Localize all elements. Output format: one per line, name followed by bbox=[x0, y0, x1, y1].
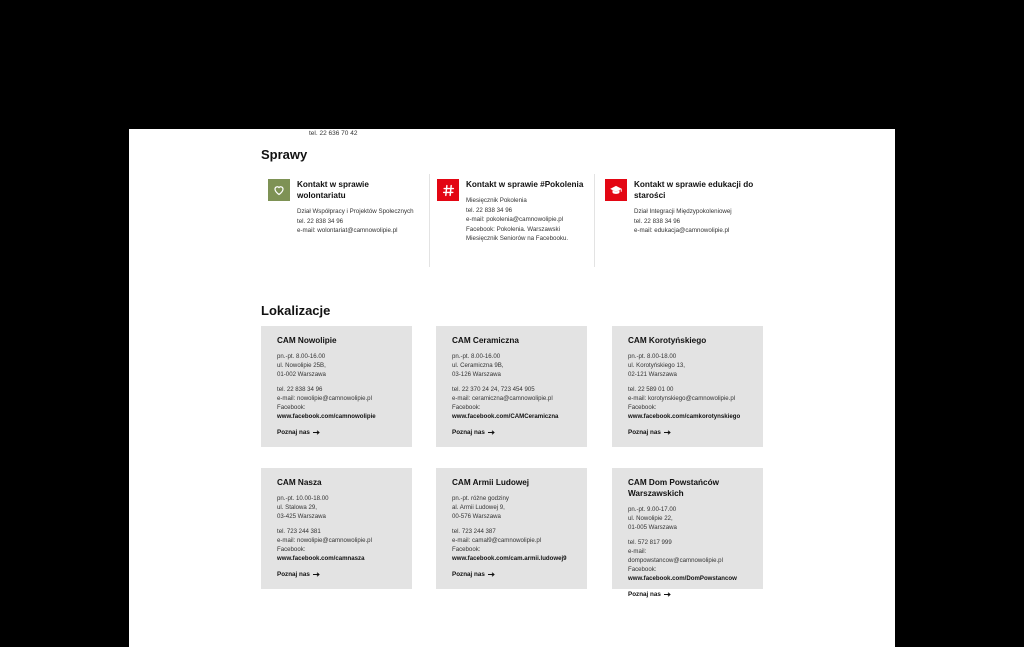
section-title-sprawy: Sprawy bbox=[261, 147, 308, 162]
divider bbox=[594, 174, 595, 267]
location-city: 01-002 Warszawa bbox=[277, 371, 326, 378]
location-name: CAM Korotyńskiego bbox=[628, 336, 707, 345]
more-link[interactable]: Poznaj nas bbox=[628, 591, 763, 598]
location-facebook-link[interactable]: www.facebook.com/DomPowstancow bbox=[628, 575, 737, 582]
location-facebook-link[interactable]: www.facebook.com/cam.armii.ludowej9 bbox=[452, 555, 567, 562]
top-phone: tel. 22 636 70 42 bbox=[309, 130, 358, 137]
location-facebook-label: Facebook: bbox=[452, 546, 481, 553]
location-city: 03-425 Warszawa bbox=[277, 513, 326, 520]
location-facebook-label: Facebook: bbox=[452, 404, 481, 411]
location-street: ul. Stalowa 29, bbox=[277, 504, 317, 511]
section-title-lokalizacje: Lokalizacje bbox=[261, 303, 331, 318]
location-email: e-mail: nowolipie@camnowolipie.pl bbox=[277, 537, 372, 544]
location-card-korotynskiego bbox=[612, 326, 763, 447]
location-email: e-mail: camal9@camnowolipie.pl bbox=[452, 537, 542, 544]
page-content bbox=[129, 129, 895, 647]
location-facebook-link[interactable]: www.facebook.com/camnasza bbox=[277, 555, 365, 562]
arrow-right-icon bbox=[488, 572, 495, 577]
location-email: e-mail: nowolipie@camnowolipie.pl bbox=[277, 395, 372, 402]
location-hours: pn.-pt. różne godziny bbox=[452, 495, 509, 502]
location-email-label: e-mail: bbox=[628, 548, 647, 555]
location-city: 00-576 Warszawa bbox=[452, 513, 501, 520]
location-card-nowolipie bbox=[261, 326, 412, 447]
more-link[interactable]: Poznaj nas bbox=[452, 571, 587, 578]
hashtag-icon bbox=[437, 179, 459, 201]
location-facebook-label: Facebook: bbox=[277, 404, 306, 411]
heart-icon bbox=[268, 179, 290, 201]
location-card-ceramiczna bbox=[436, 326, 587, 447]
more-link[interactable]: Poznaj nas bbox=[277, 429, 412, 436]
location-card-armii-ludowej bbox=[436, 468, 587, 589]
location-street: ul. Korotyńskiego 13, bbox=[628, 362, 685, 369]
location-name: CAM Ceramiczna bbox=[452, 336, 519, 345]
location-facebook-link[interactable]: www.facebook.com/camkorotynskiego bbox=[628, 413, 741, 420]
location-hours: pn.-pt. 10.00-18.00 bbox=[277, 495, 329, 502]
location-street: ul. Nowolipie 22, bbox=[628, 515, 673, 522]
location-email: e-mail: ceramiczna@camnowolipie.pl bbox=[452, 395, 553, 402]
location-hours: pn.-pt. 8.00-16.00 bbox=[277, 353, 326, 360]
arrow-right-icon bbox=[664, 592, 671, 597]
location-facebook-link[interactable]: www.facebook.com/CAMCeramiczna bbox=[452, 413, 559, 420]
location-hours: pn.-pt. 8.00-16.00 bbox=[452, 353, 501, 360]
location-city: 02-121 Warszawa bbox=[628, 371, 677, 378]
location-email: dompowstancow@camnowolipie.pl bbox=[628, 557, 723, 564]
topic-title: Kontakt w sprawie #Pokolenia bbox=[466, 180, 584, 189]
more-link[interactable]: Poznaj nas bbox=[277, 571, 412, 578]
more-link[interactable]: Poznaj nas bbox=[452, 429, 587, 436]
location-hours: pn.-pt. 9.00-17.00 bbox=[628, 506, 677, 513]
topic-details: Miesięcznik Pokolenia tel. 22 838 34 96 e-mail: pokolenia@camnowolipie.pl Facebook: Pokolenia. Warszawski Miesięcznik Seniorów na Facebooku. bbox=[466, 197, 569, 243]
location-phone: tel. 22 589 01 00 bbox=[628, 386, 674, 393]
location-facebook-link[interactable]: www.facebook.com/camnowolipie bbox=[277, 413, 376, 420]
location-phone: tel. 22 838 34 96 bbox=[277, 386, 323, 393]
location-email: e-mail: korotynskiego@camnowolipie.pl bbox=[628, 395, 736, 402]
topic-details: Dział Integracji Międzypokoleniowej tel. 22 838 34 96 e-mail: edukacja@camnowolipie.pl bbox=[634, 208, 732, 235]
location-phone: tel. 723 244 387 bbox=[452, 528, 496, 535]
topic-title: Kontakt w sprawie wolontariatu bbox=[297, 180, 369, 200]
location-street: al. Armii Ludowej 9, bbox=[452, 504, 505, 511]
location-hours: pn.-pt. 8.00-18.00 bbox=[628, 353, 677, 360]
location-street: ul. Ceramiczna 9B, bbox=[452, 362, 504, 369]
location-name: CAM Nasza bbox=[277, 478, 322, 487]
location-facebook-label: Facebook: bbox=[628, 404, 657, 411]
arrow-right-icon bbox=[488, 430, 495, 435]
graduation-cap-icon bbox=[605, 179, 627, 201]
location-name: CAM Armii Ludowej bbox=[452, 478, 530, 487]
topic-title: Kontakt w sprawie edukacji do starości bbox=[634, 180, 754, 200]
location-street: ul. Nowolipie 25B, bbox=[277, 362, 326, 369]
location-phone: tel. 723 244 381 bbox=[277, 528, 321, 535]
location-name: CAM Dom Powstańców Warszawskich bbox=[628, 478, 719, 498]
location-facebook-label: Facebook: bbox=[628, 566, 657, 573]
location-city: 03-126 Warszawa bbox=[452, 371, 501, 378]
location-facebook-label: Facebook: bbox=[277, 546, 306, 553]
location-city: 01-005 Warszawa bbox=[628, 524, 677, 531]
location-card-nasza bbox=[261, 468, 412, 589]
arrow-right-icon bbox=[313, 572, 320, 577]
location-card-dom-powstancow bbox=[612, 468, 763, 598]
location-phone: tel. 572 817 999 bbox=[628, 539, 672, 546]
arrow-right-icon bbox=[313, 430, 320, 435]
topic-details: Dział Współpracy i Projektów Społecznych tel. 22 838 34 96 e-mail: wolontariat@camnowolipie.pl bbox=[297, 208, 414, 235]
location-name: CAM Nowolipie bbox=[277, 336, 337, 345]
arrow-right-icon bbox=[664, 430, 671, 435]
divider bbox=[429, 174, 430, 267]
location-phone: tel. 22 370 24 24, 723 454 905 bbox=[452, 386, 535, 393]
more-link[interactable]: Poznaj nas bbox=[628, 429, 763, 436]
